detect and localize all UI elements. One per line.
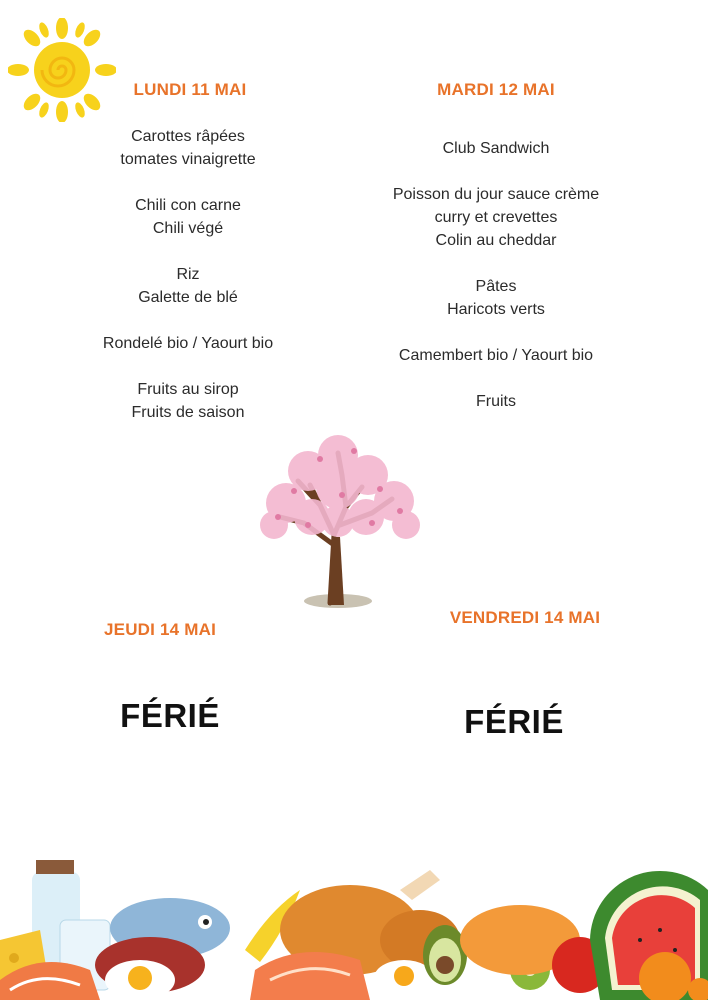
day-title-friday: VENDREDI 14 MAI — [449, 608, 601, 627]
menu-item: Poisson du jour sauce crème — [392, 186, 600, 203]
menu-item: curry et crevettes — [434, 209, 558, 226]
menu-item: Fruits au sirop — [137, 381, 239, 398]
menu-group — [366, 183, 626, 252]
menu-item: Camembert bio / Yaourt bio — [398, 347, 594, 364]
menu-item: Chili con carne — [135, 197, 241, 214]
menu-item: Galette de blé — [138, 289, 238, 306]
menu-item: Pâtes — [475, 278, 517, 295]
status-friday: FÉRIÉ — [464, 703, 564, 740]
menu-item: Colin au cheddar — [435, 232, 557, 249]
food-illustration — [0, 850, 708, 1000]
salmon-steak-icon — [250, 952, 370, 1000]
menu-group — [366, 390, 626, 413]
menu-group — [366, 344, 626, 367]
day-title-monday: LUNDI 11 MAI — [133, 80, 247, 99]
menu-group — [366, 137, 626, 160]
menu-item: Fruits — [476, 393, 516, 410]
menu-group — [60, 125, 316, 171]
menu-item: Fruits de saison — [131, 404, 245, 421]
day-title-tuesday: MARDI 12 MAI — [437, 80, 555, 99]
sun-icon — [8, 18, 116, 122]
menu-tuesday — [366, 137, 626, 436]
status-thursday: FÉRIÉ — [120, 697, 220, 734]
menu-item: Riz — [176, 266, 200, 283]
menu-group — [60, 378, 316, 424]
menu-group — [60, 194, 316, 240]
menu-item: tomates vinaigrette — [120, 151, 256, 168]
menu-item: Haricots verts — [447, 301, 545, 318]
menu-item: Carottes râpées — [131, 128, 245, 145]
menu-group — [60, 263, 316, 309]
menu-item: Chili végé — [152, 220, 224, 237]
blossom-tree-icon — [250, 425, 426, 613]
menu-item: Club Sandwich — [442, 140, 550, 157]
menu-group — [60, 332, 316, 355]
menu-item: Rondelé bio / Yaourt bio — [102, 335, 274, 352]
menu-group — [366, 275, 626, 321]
day-title-thursday: JEUDI 14 MAI — [104, 620, 216, 639]
menu-monday — [60, 125, 316, 447]
